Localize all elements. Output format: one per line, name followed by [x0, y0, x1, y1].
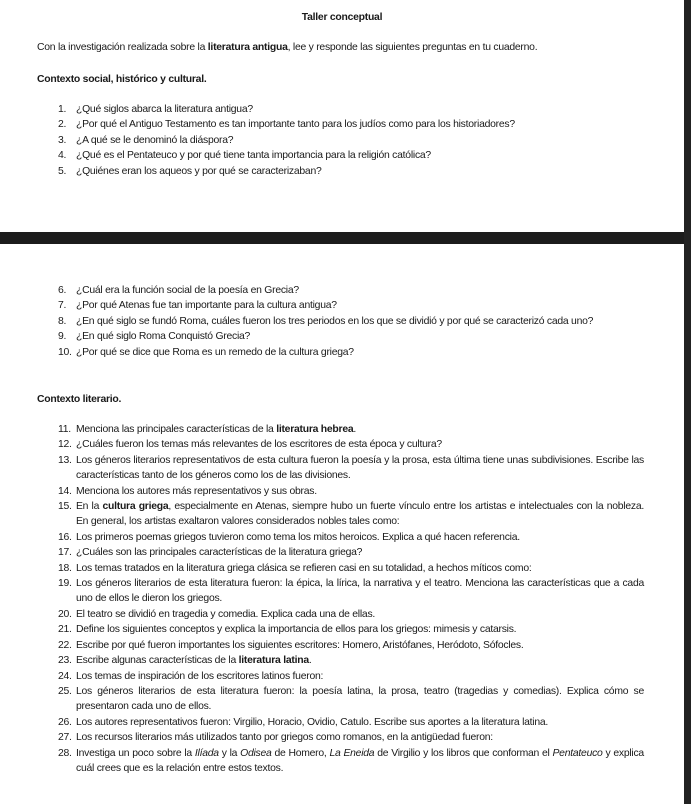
- question-text: En la: [76, 501, 103, 513]
- intro-paragraph: [37, 42, 537, 53]
- question-text: Escribe algunas características de la: [76, 655, 239, 667]
- question-number: 6.: [58, 285, 67, 296]
- question-text: ¿Quiénes eran los aqueos y por qué se caracterizaban?: [76, 165, 322, 177]
- question-item: [58, 345, 644, 360]
- question-text: Los primeros poemas griegos tuvieron como tema los mitos heroicos. Explica a qué hacen referencia.: [76, 531, 520, 543]
- question-item: [58, 607, 644, 622]
- question-text: Los géneros literarios de esta literatura fueron: la poesía latina, la prosa, teatro (tragedias y comedias). Explica cómo se presentaron cada uno de ellos.: [76, 685, 644, 713]
- question-number: 21.: [58, 624, 72, 636]
- question-text: Los temas de inspiración de los escritores latinos fueron:: [76, 670, 324, 682]
- question-text: El teatro se dividió en tragedia y comedia. Explica cada una de ellas.: [76, 608, 376, 620]
- question-number: 10.: [58, 346, 72, 358]
- question-item: [58, 422, 644, 437]
- question-number: 2.: [58, 119, 67, 131]
- question-text: .: [353, 424, 357, 435]
- section-heading-literary: Contexto literario.: [37, 394, 122, 405]
- question-text: Ilíada: [194, 747, 219, 759]
- question-item: [58, 437, 644, 452]
- question-text: Los géneros literarios representativos de esta cultura fueron la poesía y la prosa, esta última tiene unas subdivisiones. Escribe las características tanto de los géneros como los de las divisiones.: [76, 454, 644, 482]
- question-text: literatura hebrea: [276, 424, 354, 435]
- question-text: literatura latina: [238, 655, 309, 667]
- question-text: ¿Por qué se dice que Roma es un remedo de la cultura griega?: [76, 346, 354, 358]
- question-text: Escribe por qué fueron importantes los siguientes escritores: Homero, Aristófanes, Heródoto, Sófocles.: [76, 639, 524, 651]
- question-item: [58, 329, 644, 344]
- question-text: ¿En qué siglo Roma Conquistó Grecia?: [76, 331, 251, 343]
- question-text: Pentateuco: [552, 747, 603, 759]
- question-list-3: [58, 422, 644, 776]
- window-edge: [684, 0, 691, 804]
- question-item: [58, 730, 644, 745]
- question-text: Los recursos literarios más utilizados tanto por griegos como romanos, en la antigüedad fueron:: [76, 732, 493, 744]
- question-item: [58, 484, 644, 499]
- question-number: 20.: [58, 608, 72, 620]
- question-number: 18.: [58, 562, 72, 574]
- intro-bold-text: literatura antigua: [207, 42, 288, 53]
- question-number: 25.: [58, 685, 72, 697]
- section-heading-social: Contexto social, histórico y cultural.: [37, 74, 207, 85]
- question-text: y la: [218, 747, 241, 759]
- question-text: Menciona las principales características de la: [76, 424, 277, 435]
- question-text: Define los siguientes conceptos y explica la importancia de ellos para los griegos: mimesis y catarsis.: [76, 624, 517, 636]
- question-number: 8.: [58, 315, 67, 327]
- question-text: ¿Cuáles fueron los temas más relevantes de los escritores de esta época y cultura?: [76, 439, 442, 451]
- question-item: [58, 638, 644, 653]
- question-text: ¿A qué se le denominó la diáspora?: [76, 134, 234, 146]
- question-item: [58, 653, 644, 668]
- question-text: de Homero,: [271, 747, 330, 759]
- question-number: 5.: [58, 165, 67, 177]
- question-number: 15.: [58, 501, 72, 513]
- question-text: , especialmente en Atenas, siempre hubo un fuerte vínculo entre los artistas e intelectuales con la nobleza. En general, los artistas exaltaron valores considerados nobles tales como:: [76, 501, 644, 528]
- question-item: [58, 545, 644, 560]
- question-number: 24.: [58, 670, 72, 682]
- question-text: Investiga un poco sobre la: [76, 747, 195, 759]
- question-text: cultura griega: [102, 501, 169, 513]
- page-separator: [0, 232, 691, 244]
- document-title: Taller conceptual: [301, 12, 383, 23]
- question-item: [58, 684, 644, 715]
- question-number: 22.: [58, 639, 72, 651]
- question-number: 27.: [58, 732, 72, 744]
- intro-text-end: , lee y responde las siguientes preguntas en tu cuaderno.: [287, 42, 538, 53]
- question-number: 16.: [58, 531, 72, 543]
- question-text: ¿En qué siglo se fundó Roma, cuáles fueron los tres periodos en los que se dividió y por qué se caracterizó cada uno?: [76, 315, 594, 327]
- document-page-1: [0, 0, 684, 232]
- question-text: La Eneida: [329, 747, 375, 759]
- question-item: [58, 576, 644, 607]
- question-item: [58, 669, 644, 684]
- question-number: 1.: [58, 104, 67, 115]
- question-text: Los temas tratados en la literatura griega clásica se refieren casi en su totalidad, a hechos míticos como:: [76, 562, 532, 574]
- question-number: 17.: [58, 547, 72, 559]
- question-number: 19.: [58, 578, 72, 590]
- intro-text: Con la investigación realizada sobre la: [37, 42, 208, 53]
- question-number: 26.: [58, 716, 72, 728]
- question-text: ¿Cuáles son las principales características de la literatura griega?: [76, 547, 363, 559]
- question-text: ¿Cuál era la función social de la poesía en Grecia?: [76, 285, 299, 296]
- question-number: 23.: [58, 655, 72, 667]
- question-number: 9.: [58, 331, 67, 343]
- question-text: Odisea: [240, 747, 272, 759]
- question-item: [58, 148, 644, 163]
- question-text: ¿Por qué el Antiguo Testamento es tan importante tanto para los judíos como para los historiadores?: [76, 119, 515, 131]
- question-text: y explica cuál crees que es la relación entre estos textos.: [76, 747, 644, 774]
- question-number: 13.: [58, 454, 72, 466]
- question-item: [58, 561, 644, 576]
- question-item: [58, 622, 644, 637]
- question-number: 14.: [58, 485, 72, 497]
- question-item: [58, 298, 644, 313]
- question-item: [58, 499, 644, 530]
- question-item: [58, 453, 644, 484]
- question-item: [58, 117, 644, 132]
- question-number: 7.: [58, 300, 67, 312]
- question-item: [58, 102, 644, 117]
- question-number: 12.: [58, 439, 72, 451]
- question-list-1: [58, 102, 644, 179]
- document-page-2: [0, 244, 684, 804]
- question-item: [58, 530, 644, 545]
- question-number: 4.: [58, 150, 67, 162]
- question-text: Los géneros literarios de esta literatura fueron: la épica, la lírica, la narrativa y el teatro. Menciona las características que a cada uno de ellos le dieron los griegos.: [76, 578, 644, 605]
- question-number: 3.: [58, 134, 67, 146]
- question-text: de Virgilio y los libros que conforman el: [374, 747, 553, 759]
- question-text: ¿Qué siglos abarca la literatura antigua?: [76, 104, 253, 115]
- question-text: ¿Qué es el Pentateuco y por qué tiene tanta importancia para la religión católica?: [76, 150, 431, 162]
- question-item: [58, 715, 644, 730]
- question-text: Los autores representativos fueron: Virgilio, Horacio, Ovidio, Catulo. Escribe sus aportes a la literatura latina.: [76, 716, 549, 728]
- question-text: ¿Por qué Atenas fue tan importante para la cultura antigua?: [76, 300, 337, 312]
- question-item: [58, 283, 644, 298]
- question-number: 11.: [58, 424, 71, 435]
- question-item: [58, 746, 644, 777]
- question-text: .: [308, 655, 312, 667]
- question-number: 28.: [58, 747, 72, 759]
- question-list-2: [58, 283, 644, 360]
- question-item: [58, 314, 644, 329]
- question-text: Menciona los autores más representativos y sus obras.: [76, 485, 317, 497]
- question-item: [58, 164, 644, 179]
- question-item: [58, 133, 644, 148]
